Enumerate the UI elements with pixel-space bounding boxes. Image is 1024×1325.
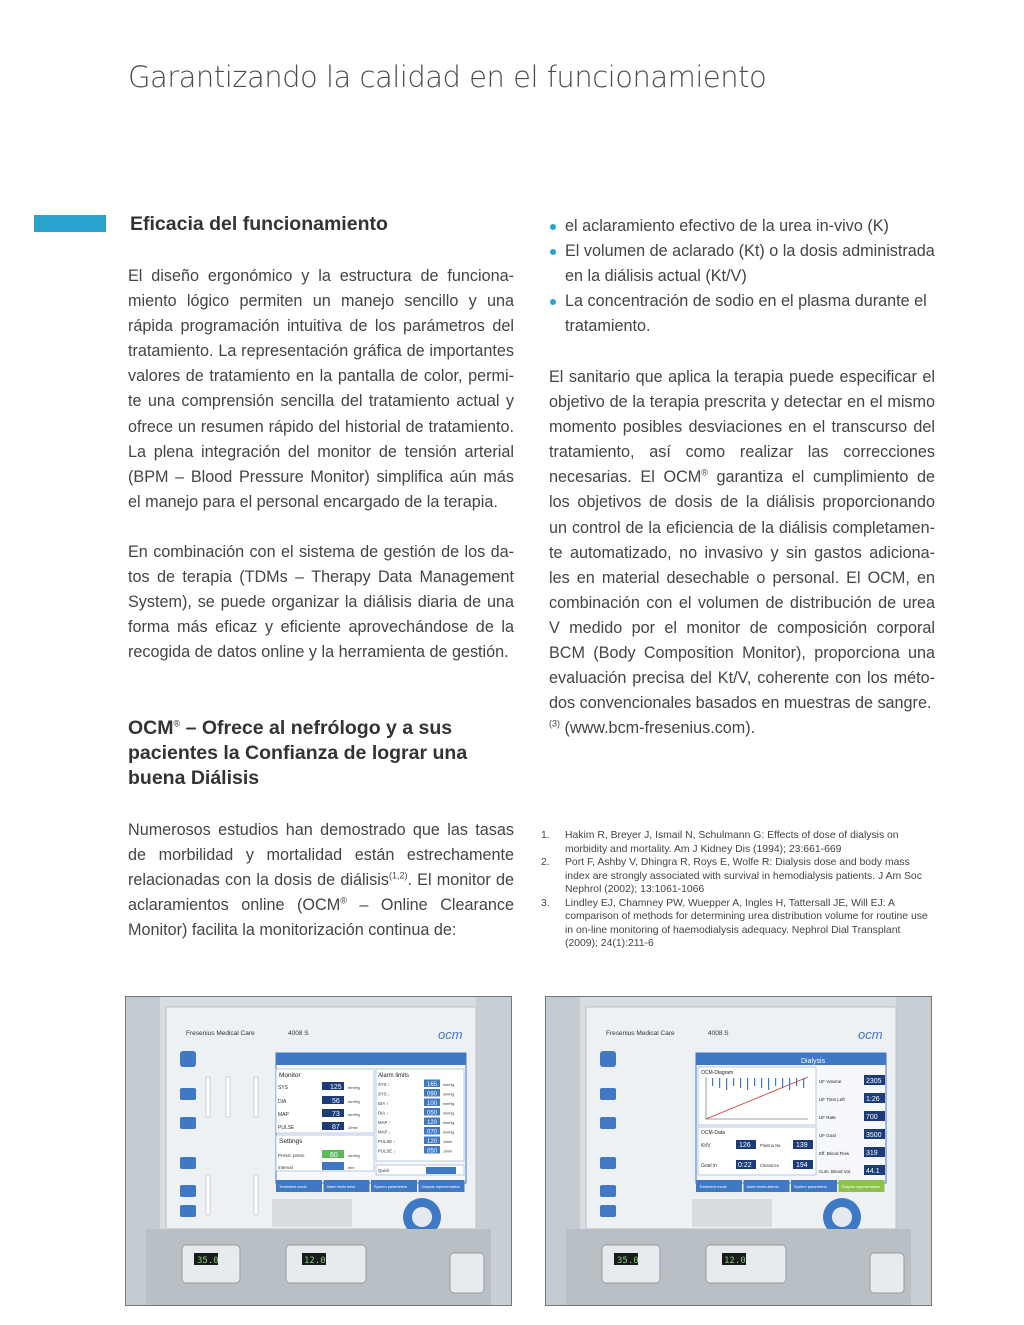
alarm-row-value: 165 — [427, 1082, 438, 1088]
goal-label: Goal in — [701, 1163, 717, 1169]
studies-reg: ® — [340, 895, 347, 906]
monitor-row-unit: mmHg — [348, 1085, 360, 1090]
reference-item — [541, 897, 936, 951]
bullet-list — [549, 214, 936, 339]
studies-text-c: – Online Clearance Monitor) facilita la monitorización continua de: — [128, 896, 514, 940]
monitor-label: Monitor — [279, 1072, 301, 1079]
diagram-tick — [796, 1078, 797, 1086]
diagram-tick — [740, 1078, 741, 1088]
diagram-tick — [761, 1078, 762, 1088]
alarm-row-label: DIA ↓ — [378, 1110, 389, 1116]
diagram-tick — [768, 1078, 769, 1090]
settings-row-label: Interval — [278, 1165, 293, 1170]
left-column-bottom — [128, 818, 514, 943]
studies-text-b: . El monitor de aclaramientos online (OCM — [128, 871, 514, 915]
section-accent-bar — [34, 215, 106, 232]
studies-ref-sup: (1,2) — [388, 870, 408, 881]
uf-row-value: 319 — [866, 1150, 878, 1157]
alarm-row-unit: mmHg — [443, 1130, 455, 1135]
bullet-item: el aclaramiento efectivo de la urea in-vivo (K) — [549, 214, 936, 239]
device-illustration-bpm — [126, 997, 511, 1305]
diagram-tick — [733, 1078, 734, 1086]
settings-row-value: 60 — [330, 1152, 338, 1159]
alarm-row-label: PULSE ↓ — [378, 1148, 396, 1154]
screen-tab-label: Treatment mode — [279, 1185, 307, 1189]
brand-label: Fresenius Medical Care — [186, 1030, 255, 1037]
temp-display: 35.0 — [617, 1256, 639, 1266]
paragraph-design: El diseño ergonómico y la estructura de funciona-miento lógico permiten un manejo sencillo y una rápida programación intuitiva de los parámetros del tratamiento. La representación gráfica de importantes valores de tratamiento en la pantalla de color, permi-te una comprensión sencilla del tratamiento actual y ofrece un resumen rápido del historial de tratamiento. La plena integración del monitor de tensión arterial (BPM – Blood Pressure Monitor) simplifica aún más el manejo para el personal encargado de la terapia. — [128, 267, 514, 511]
brand-label: Fresenius Medical Care — [606, 1030, 675, 1037]
monitor-row-value: 87 — [332, 1124, 340, 1131]
alarm-row-value: 100 — [427, 1101, 438, 1107]
alarm-row-label: SYS ↓ — [378, 1091, 390, 1097]
monitor-row-label: MAP — [278, 1112, 289, 1118]
alarm-row-label: MAP ↑ — [378, 1120, 391, 1125]
monitor-row-unit: mmHg — [348, 1112, 360, 1117]
quick-label: Quick — [378, 1168, 390, 1173]
section-heading-ocm — [128, 716, 508, 791]
uf-row-label: UF Goal — [819, 1133, 836, 1138]
left-column-top — [128, 264, 514, 665]
settings-row-unit: min — [348, 1165, 355, 1170]
uf-row-value: 2305 — [866, 1078, 882, 1085]
device-illustration-ocm — [546, 997, 931, 1305]
alarm-row-unit: 1/min — [443, 1149, 453, 1154]
data-label: OCM-Data — [701, 1130, 725, 1136]
references-list — [541, 829, 936, 951]
ktv-label: Kt/V — [701, 1143, 711, 1149]
alarm-row-unit: 1/min — [443, 1140, 453, 1144]
diagram-tick — [712, 1078, 713, 1086]
alarm-row-unit: mmHg — [443, 1102, 455, 1106]
diagram-tick — [719, 1078, 720, 1088]
bullet-item: El volumen de aclarado (Kt) o la dosis administrada en la diálisis actual (Kt/V) — [549, 239, 936, 289]
alarm-row-label: PULSE ↑ — [378, 1139, 396, 1144]
settings-row-unit: mmHg — [348, 1153, 360, 1158]
alarm-row-unit: mmHg — [443, 1092, 455, 1097]
device-photo-bpm — [125, 996, 512, 1306]
alarm-row-label: DIA ↑ — [378, 1101, 389, 1106]
reference-number: 3. — [541, 897, 550, 909]
screen-tab-label: Dialysis representation — [421, 1185, 460, 1189]
bullet-list-container — [549, 214, 936, 339]
uf-row-label: UF Time Left — [819, 1097, 845, 1102]
screen-tab-label: System parameters — [794, 1185, 827, 1189]
paragraph-therapy — [549, 365, 935, 741]
alarm-row-unit: mmHg — [443, 1121, 455, 1125]
monitor-row-unit: 1/min — [348, 1125, 358, 1130]
alarm-limits-label: Alarm limits — [378, 1073, 409, 1079]
reference-number: 1. — [541, 830, 550, 841]
monitor-row-value: 125 — [330, 1084, 342, 1091]
therapy-text-b: garantiza el cumplimiento de los objetivos de dosis de la diálisis proporcionando un control de la eficiencia de la diálisis completamen-te automatizado, no invasivo y sin gastos adiciona-les en material desechable o personal. El OCM, en combinación con el volumen de distribución de urea V medido por el monitor de composición corporal BCM (Body Composition Monitor), proporciona una evaluación precisa del Kt/V, coherente con los méto-dos convencionales basados en muestras de sangre. — [549, 468, 935, 713]
screen-tab-label: Alarm limits alarms — [746, 1185, 779, 1189]
section-heading-efficacy: Eficacia del funcionamiento — [130, 213, 388, 235]
uf-row-label: UF Volume — [819, 1079, 842, 1084]
plasma-na-value: 139 — [796, 1142, 808, 1149]
right-column — [549, 365, 935, 741]
therapy-reg: ® — [701, 467, 708, 478]
ocm-heading-brand: OCM — [128, 717, 174, 739]
uf-row-label: Eff. Blood Flow — [819, 1151, 850, 1156]
uf-row-value: 44.1 — [866, 1168, 880, 1175]
monitor-row-value: 56 — [332, 1098, 340, 1105]
flow-display: 12.0 — [724, 1256, 746, 1266]
settings-row-label: Pressl. press. — [278, 1153, 306, 1158]
screen-tab-label: Alarm limits timer — [326, 1185, 356, 1189]
uf-row-label: Cum. Blood Vol. — [819, 1169, 852, 1174]
reference-text: Hakim R, Breyer J, Ismail N, Schulmann G: Effects of dose of dialysis on morbidity and mortality. Am J Kidney Dis (1994); 23:661-669 — [565, 830, 899, 855]
plasma-na-label: Plasma Na — [760, 1143, 781, 1148]
ktv-value: 126 — [739, 1142, 751, 1149]
paragraph-studies — [128, 818, 514, 943]
alarm-row-value: 050 — [427, 1110, 438, 1117]
alarm-row-value: 090 — [427, 1091, 438, 1098]
screen-tab-label: Treatment mode — [699, 1185, 727, 1189]
page-title: Garantizando la calidad en el funcionamiento — [128, 60, 767, 94]
uf-row-value: 3500 — [866, 1132, 882, 1139]
therapy-url: (www.bcm-fresenius.com). — [560, 719, 756, 738]
uf-row-value: 700 — [866, 1114, 878, 1121]
monitor-row-label: SYS — [278, 1085, 289, 1091]
alarm-row-unit: mmHg — [443, 1111, 455, 1116]
alarm-row-value: 120 — [427, 1120, 438, 1126]
goal-value: 0:22 — [738, 1162, 752, 1169]
clearance-value: 194 — [796, 1162, 808, 1169]
monitor-row-label: DIA — [278, 1099, 287, 1105]
alarm-row-value: 050 — [427, 1148, 438, 1155]
reference-text: Lindley EJ, Chamney PW, Wuepper A, Ingles H, Tattersall JE, Will EJ: A comparison of methods for determining urea distribution volume for routine use in on-line monitoring of haemodialysis adequacy. Nephrol Dial Transplant (2009); 24(1):211-6 — [565, 897, 928, 949]
studies-text-a: Numerosos estudios han demostrado que las tasas de morbilidad y mortalidad están estrechamente relacionadas con la dosis de diálisis — [128, 821, 514, 890]
alarm-row-value: 070 — [427, 1129, 438, 1136]
reference-item — [541, 856, 936, 897]
screen-title: Dialysis — [801, 1058, 826, 1065]
model-label: 4008 S — [708, 1030, 729, 1037]
screen-tab-label: System parameters — [374, 1185, 407, 1189]
ocm-logo: ocm — [858, 1027, 883, 1042]
monitor-row-value: 73 — [332, 1111, 340, 1118]
diagram-tick — [726, 1078, 727, 1090]
diagram-tick — [789, 1078, 790, 1090]
diagram-tick — [782, 1078, 783, 1088]
temp-display: 35.0 — [197, 1256, 219, 1266]
reference-item — [541, 829, 936, 856]
ocm-heading-text: – Ofrece al nefrólogo y a sus pacientes la Confianza de lograr una buena Diálisis — [128, 717, 468, 789]
reference-text: Port F, Ashby V, Dhingra R, Roys E, Wolfe R: Dialysis dose and body mass index are strongly associated with survival in hemodialysis patients. J Am Soc Nephrol (2002); 13:1061-1066 — [565, 857, 922, 895]
monitor-row-label: PULSE — [278, 1125, 295, 1131]
diagram-label: OCM-Diagram — [701, 1070, 734, 1076]
paragraph-tdms: En combinación con el sistema de gestión de los da-tos de terapia (TDMs – Therapy Data Management System), se puede organizar la diálisis diaria de una forma más eficaz y eficiente aprovechándose de la recogida de datos online y la herramienta de gestión. — [128, 542, 514, 662]
clearance-label: Clearance — [760, 1163, 780, 1168]
therapy-text-a: El sanitario que aplica la terapia puede especificar el objetivo de la terapia prescrita y detectar en el mismo momento posibles desviaciones en el transcurso del tratamiento, así como realizar las correcciones necesarias. El OCM — [549, 368, 935, 487]
device-photo-ocm — [545, 996, 932, 1306]
reference-number: 2. — [541, 857, 550, 868]
diagram-tick — [754, 1078, 755, 1086]
screen-tab-label: Dialysis representation — [841, 1185, 880, 1189]
diagram-tick — [747, 1078, 748, 1090]
ocm-logo: ocm — [438, 1027, 463, 1042]
uf-row-label: UF Rate — [819, 1115, 836, 1120]
alarm-row-label: MAP ↓ — [378, 1129, 391, 1135]
ocm-heading-reg: ® — [173, 718, 181, 729]
alarm-row-value: 120 — [427, 1139, 438, 1145]
flow-display: 12.0 — [304, 1256, 326, 1266]
settings-label: Settings — [279, 1138, 303, 1145]
diagram-tick — [803, 1078, 804, 1088]
diagram-tick — [775, 1078, 776, 1086]
uf-row-value: 1:26 — [866, 1096, 880, 1103]
model-label: 4008 S — [288, 1030, 309, 1037]
bullet-item: La concentración de sodio en el plasma durante el tratamiento. — [549, 289, 936, 339]
alarm-row-unit: mmHg — [443, 1083, 455, 1087]
therapy-ref-sup: (3) — [549, 718, 560, 729]
alarm-row-label: SYS ↑ — [378, 1082, 390, 1087]
monitor-row-unit: mmHg — [348, 1099, 360, 1104]
